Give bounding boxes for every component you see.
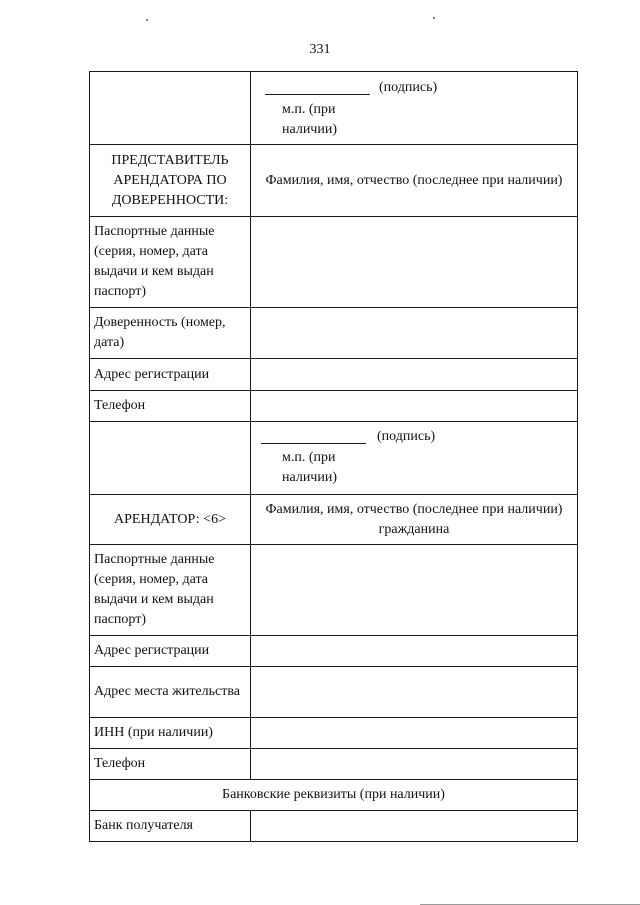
residence-address-value[interactable] (251, 667, 578, 718)
representative-heading: ПРЕДСТАВИТЕЛЬ АРЕНДАТОРА ПО ДОВЕРЕННОСТИ: (90, 145, 251, 217)
power-of-attorney-label: Доверенность (номер, дата) (90, 308, 251, 359)
inn-value[interactable] (251, 718, 578, 749)
phone-value[interactable] (251, 391, 578, 422)
tenant-header-row (90, 495, 578, 545)
scan-speck (433, 17, 435, 19)
table-row (90, 811, 578, 842)
recipient-bank-value[interactable] (251, 811, 578, 842)
signature-caption: (подпись) (377, 429, 436, 444)
passport-label: Паспортные данные (серия, номер, дата выдачи и кем выдан паспорт) (90, 545, 251, 636)
tenant-heading: АРЕНДАТОР: <6> (90, 495, 251, 545)
table-row (90, 636, 578, 667)
registration-address-value[interactable] (251, 359, 578, 391)
registration-address-label: Адрес регистрации (90, 636, 251, 667)
signature-row (90, 72, 578, 145)
representative-fullname-label: Фамилия, имя, отчество (последнее при наличии) (251, 145, 578, 217)
representative-header-row (90, 145, 578, 217)
bank-header-row (90, 780, 578, 811)
inn-label: ИНН (при наличии) (90, 718, 251, 749)
table-row (90, 749, 578, 780)
registration-address-value[interactable] (251, 636, 578, 667)
table-row (90, 667, 578, 718)
signature-caption: (подпись) (379, 80, 438, 95)
signature-row (90, 422, 578, 495)
phone-label: Телефон (90, 391, 251, 422)
stamp-note: м.п. (при наличии) (282, 102, 337, 137)
empty-cell (90, 422, 251, 495)
bank-details-heading: Банковские реквизиты (при наличии) (90, 780, 578, 811)
signature-line (261, 443, 366, 444)
empty-cell (90, 72, 251, 145)
passport-value[interactable] (251, 545, 578, 636)
power-of-attorney-value[interactable] (251, 308, 578, 359)
scan-speck (146, 19, 148, 21)
recipient-bank-label: Банк получателя (90, 811, 251, 842)
table-row (90, 308, 578, 359)
phone-value[interactable] (251, 749, 578, 780)
passport-value[interactable] (251, 217, 578, 308)
phone-label: Телефон (90, 749, 251, 780)
signature-line (265, 94, 370, 95)
signature-cell[interactable] (251, 422, 578, 495)
table-row (90, 718, 578, 749)
tenant-fullname-label: Фамилия, имя, отчество (последнее при наличии) гражданина (251, 495, 578, 545)
page-number: 331 (309, 42, 331, 57)
table-row (90, 217, 578, 308)
stamp-note: м.п. (при наличии) (282, 450, 337, 485)
table-row (90, 391, 578, 422)
table-row (90, 545, 578, 636)
registration-address-label: Адрес регистрации (90, 359, 251, 391)
table-row (90, 359, 578, 391)
signature-cell[interactable] (251, 72, 578, 145)
residence-address-label: Адрес места жительства (90, 667, 251, 718)
form-table (89, 71, 578, 842)
passport-label: Паспортные данные (серия, номер, дата выдачи и кем выдан паспорт) (90, 217, 251, 308)
